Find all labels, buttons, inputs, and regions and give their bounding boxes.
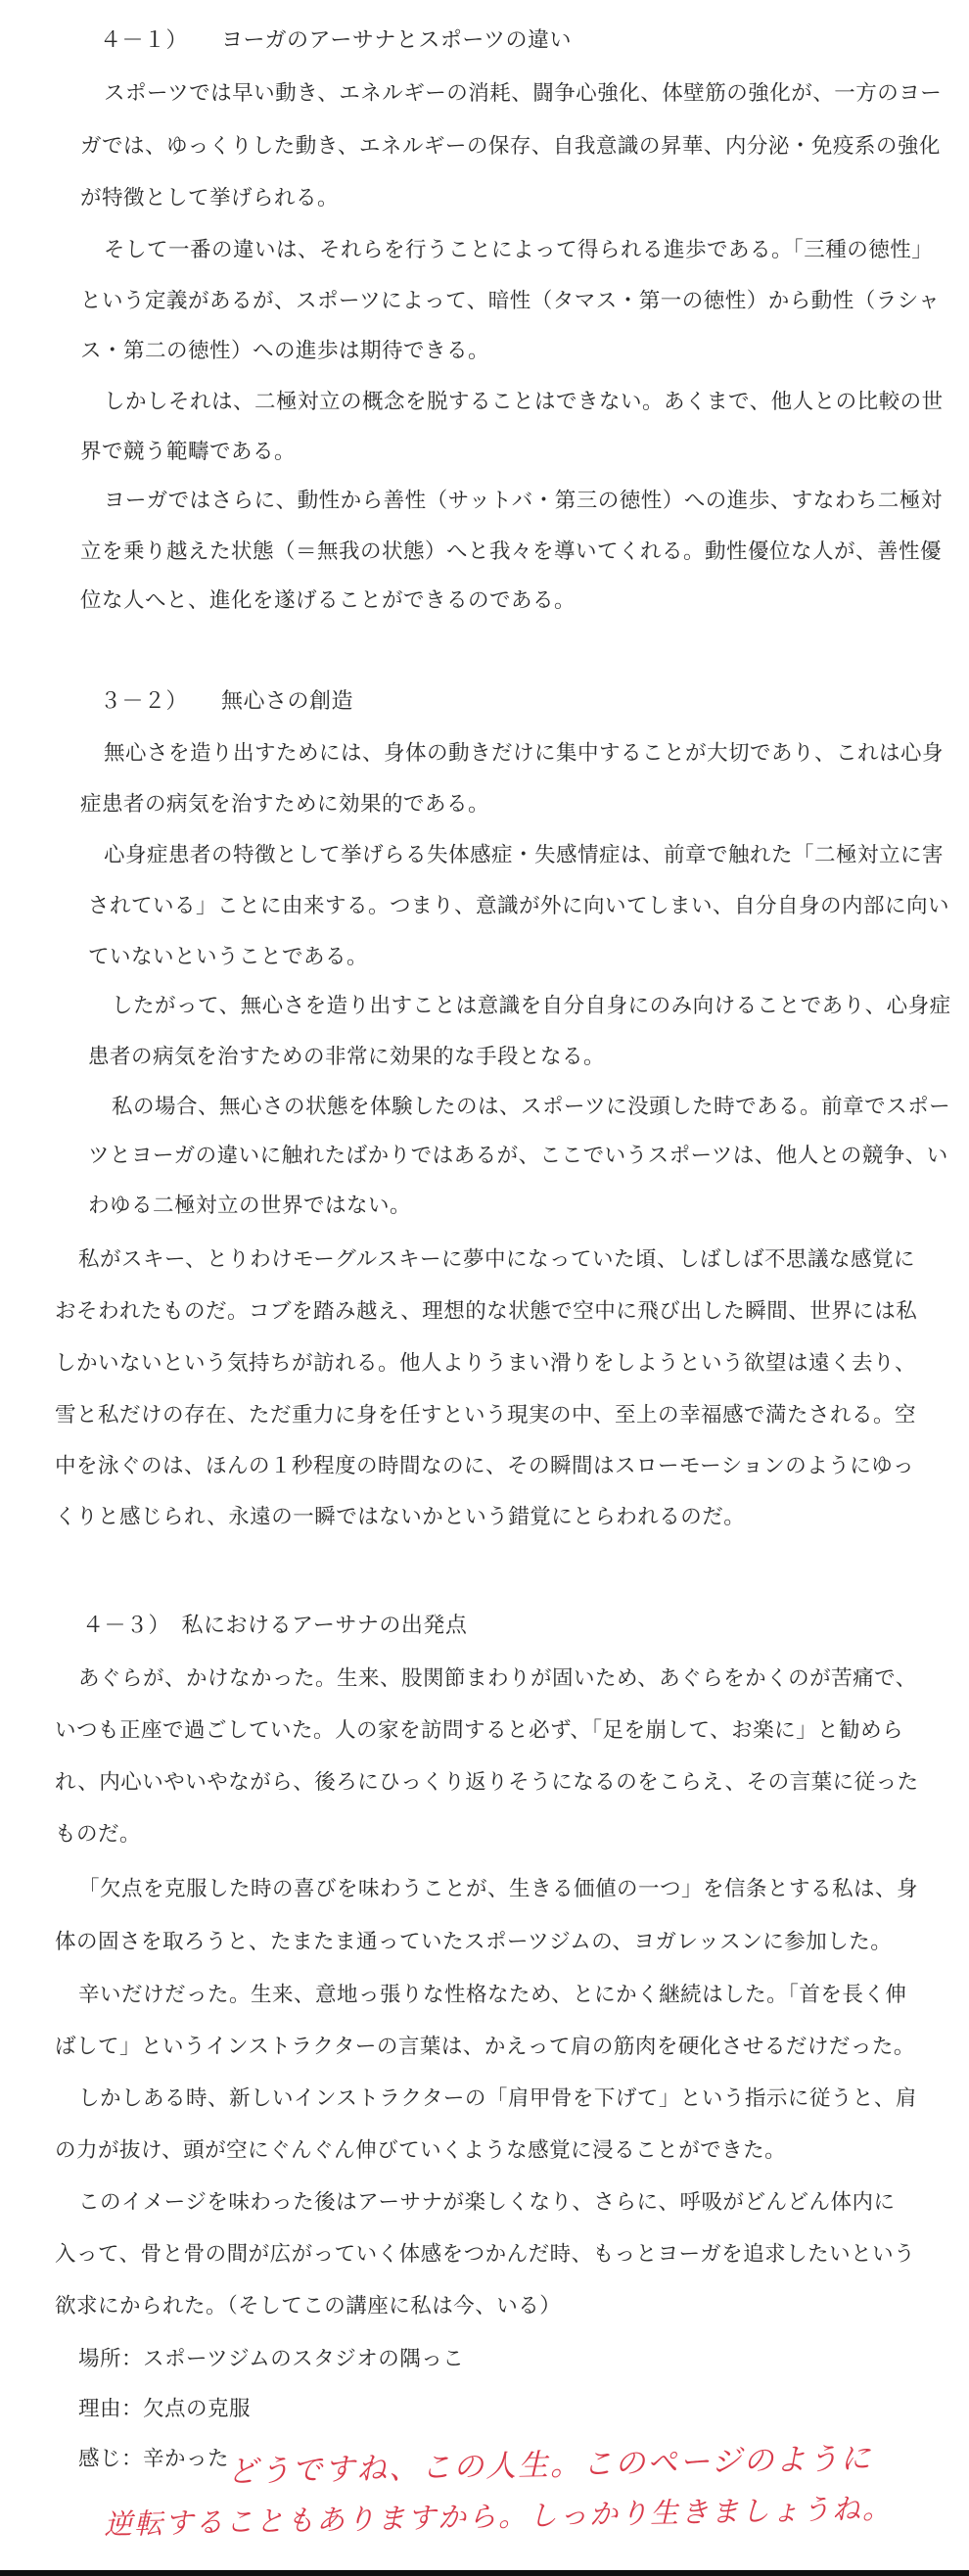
paragraph-line: しかしある時、新しいインストラクターの「肩甲骨を下げて」という指示に従うと、肩 bbox=[78, 2086, 917, 2111]
paragraph-line: 体の固さを取ろうと、たまたま通っていたスポーツジムの、ヨガレッスンに参加した。 bbox=[55, 1930, 893, 1954]
paragraph-line: 患者の病気を治すための非常に効果的な手段となる。 bbox=[88, 1045, 606, 1069]
paragraph-line: ものだ。 bbox=[55, 1822, 142, 1847]
paragraph-line: しかいないという気持ちが訪れる。他人よりうまい滑りをしようという欲望は遠く去り、 bbox=[55, 1351, 917, 1376]
paragraph-line: しかしそれは、二極対立の概念を脱することはできない。あくまで、他人との比較の世 bbox=[104, 390, 944, 414]
paragraph-line: という定義があるが、スポーツによって、暗性（タマス・第一の徳性）から動性（ラシャ bbox=[80, 289, 941, 313]
paragraph-line: 位な人へと、進化を遂げることができるのである。 bbox=[80, 588, 577, 613]
paragraph-line: 中を泳ぐのは、ほんの１秒程度の時間なのに、その瞬間はスローモーションのようにゆっ bbox=[55, 1454, 915, 1478]
paragraph-line: の力が抜け、頭が空にぐんぐん伸びていくような感覚に浸ることができた。 bbox=[55, 2138, 787, 2163]
paragraph-line: あぐらが、かけなかった。生来、股関節まわりが固いため、あぐらをかくのが苦痛で、 bbox=[78, 1666, 917, 1691]
paragraph-line: いつも正座で過ごしていた。人の家を訪問すると必ず、「足を崩して、お楽に」と勧めら bbox=[55, 1718, 904, 1743]
note-reason: 理由：欠点の克服 bbox=[78, 2397, 252, 2421]
paragraph-line: ばして」というインストラクターの言葉は、かえって肩の筋肉を硬化させるだけだった。 bbox=[55, 2035, 915, 2059]
paragraph-line: 心身症患者の特徴として挙げらる失体感症・失感情症は、前章で触れた「二極対立に害 bbox=[104, 843, 945, 867]
paragraph-line: 「欠点を克服した時の喜びを味わうことが、生きる価値の一つ」を信条とする私は、身 bbox=[78, 1877, 919, 1901]
paragraph-line: ツとヨーガの違いに触れたばかりではあるが、ここでいうスポーツは、他人との競争、い bbox=[88, 1144, 948, 1168]
paragraph-line: わゆる二極対立の世界ではない。 bbox=[88, 1194, 412, 1218]
section-4-3-heading: ４－３） 私におけるアーサナの出発点 bbox=[82, 1614, 468, 1638]
paragraph-line: ヨーガではさらに、動性から善性（サットバ・第三の徳性）への進歩、すなわち二極対 bbox=[104, 489, 943, 513]
paragraph-line: 界で競う範疇である。 bbox=[80, 440, 297, 464]
paragraph-line: 辛いだけだった。生来、意地っ張りな性格なため、とにかく継続はした。「首を長く伸 bbox=[78, 1983, 907, 2007]
note-location: 場所：スポーツジムのスタジオの隅っこ bbox=[78, 2347, 465, 2371]
paragraph-line: 私の場合、無心さの状態を体験したのは、スポーツに没頭した時である。前章でスポー bbox=[112, 1095, 951, 1119]
paragraph-line: 私がスキー、とりわけモーグルスキーに夢中になっていた頃、しばしば不思議な感覚に bbox=[78, 1247, 915, 1272]
section-3-2-heading: ３－２） 無心さの創造 bbox=[100, 689, 354, 714]
paragraph-line: ていないということである。 bbox=[88, 945, 369, 969]
paragraph-line: そして一番の違いは、それらを行うことによって得られる進歩である。「三種の徳性」 bbox=[104, 238, 934, 262]
paragraph-line: このイメージを味わった後はアーサナが楽しくなり、さらに、呼吸がどんどん体内に bbox=[78, 2190, 896, 2215]
paragraph-line: 欲求にかられた。（そしてこの講座に私は今、いる） bbox=[55, 2294, 562, 2318]
handwritten-comment-line: 逆転することもありますから。しっかり生きましょうね。 bbox=[103, 2491, 894, 2542]
paragraph-line: したがって、無心さを造り出すことは意識を自分自身にのみ向けることであり、心身症 bbox=[112, 994, 951, 1018]
paragraph-line: おそわれたものだ。コブを踏み越え、理想的な状態で空中に飛び出した瞬間、世界には私 bbox=[55, 1299, 918, 1324]
paragraph-line: れ、内心いやいやながら、後ろにひっくり返りそうになるのをこらえ、その言葉に従った bbox=[55, 1770, 919, 1795]
paragraph-line: 症患者の病気を治すために効果的である。 bbox=[80, 792, 490, 817]
paragraph-line: 立を乗り越えた状態（＝無我の状態）へと我々を導いてくれる。動性優位な人が、善性優 bbox=[80, 539, 943, 564]
section-4-1-heading: ４－１） ヨーガのアーサナとスポーツの違い bbox=[100, 28, 573, 53]
scan-bottom-edge bbox=[0, 2570, 969, 2576]
paragraph-line: されている」ことに由来する。つまり、意識が外に向いてしまい、自分自身の内部に向い bbox=[88, 894, 950, 918]
paragraph-line: 入って、骨と骨の間が広がっていく体感をつかんだ時、もっとヨーガを追求したいという bbox=[55, 2242, 916, 2267]
note-feeling: 感じ：辛かった bbox=[78, 2447, 230, 2471]
handwritten-comment-line: どうですね、この人生。このページのように bbox=[226, 2441, 873, 2490]
paragraph-line: 雪と私だけの存在、ただ重力に身を任すという現実の中、至上の幸福感で満たされる。空 bbox=[55, 1403, 917, 1428]
paragraph-line: スポーツでは早い動き、エネルギーの消耗、闘争心強化、体壁筋の強化が、一方のヨー bbox=[104, 81, 943, 106]
paragraph-line: 無心さを造り出すためには、身体の動きだけに集中することが大切であり、これは心身 bbox=[104, 741, 945, 766]
paragraph-line: くりと感じられ、永遠の一瞬ではないかという錯覚にとらわれるのだ。 bbox=[55, 1505, 746, 1529]
paragraph-line: ス・第二の徳性）への進歩は期待できる。 bbox=[80, 339, 490, 363]
paragraph-line: が特徴として挙げられる。 bbox=[80, 186, 340, 211]
paragraph-line: ガでは、ゆっくりした動き、エネルギーの保存、自我意識の昇華、内分泌・免疫系の強化 bbox=[80, 134, 941, 159]
